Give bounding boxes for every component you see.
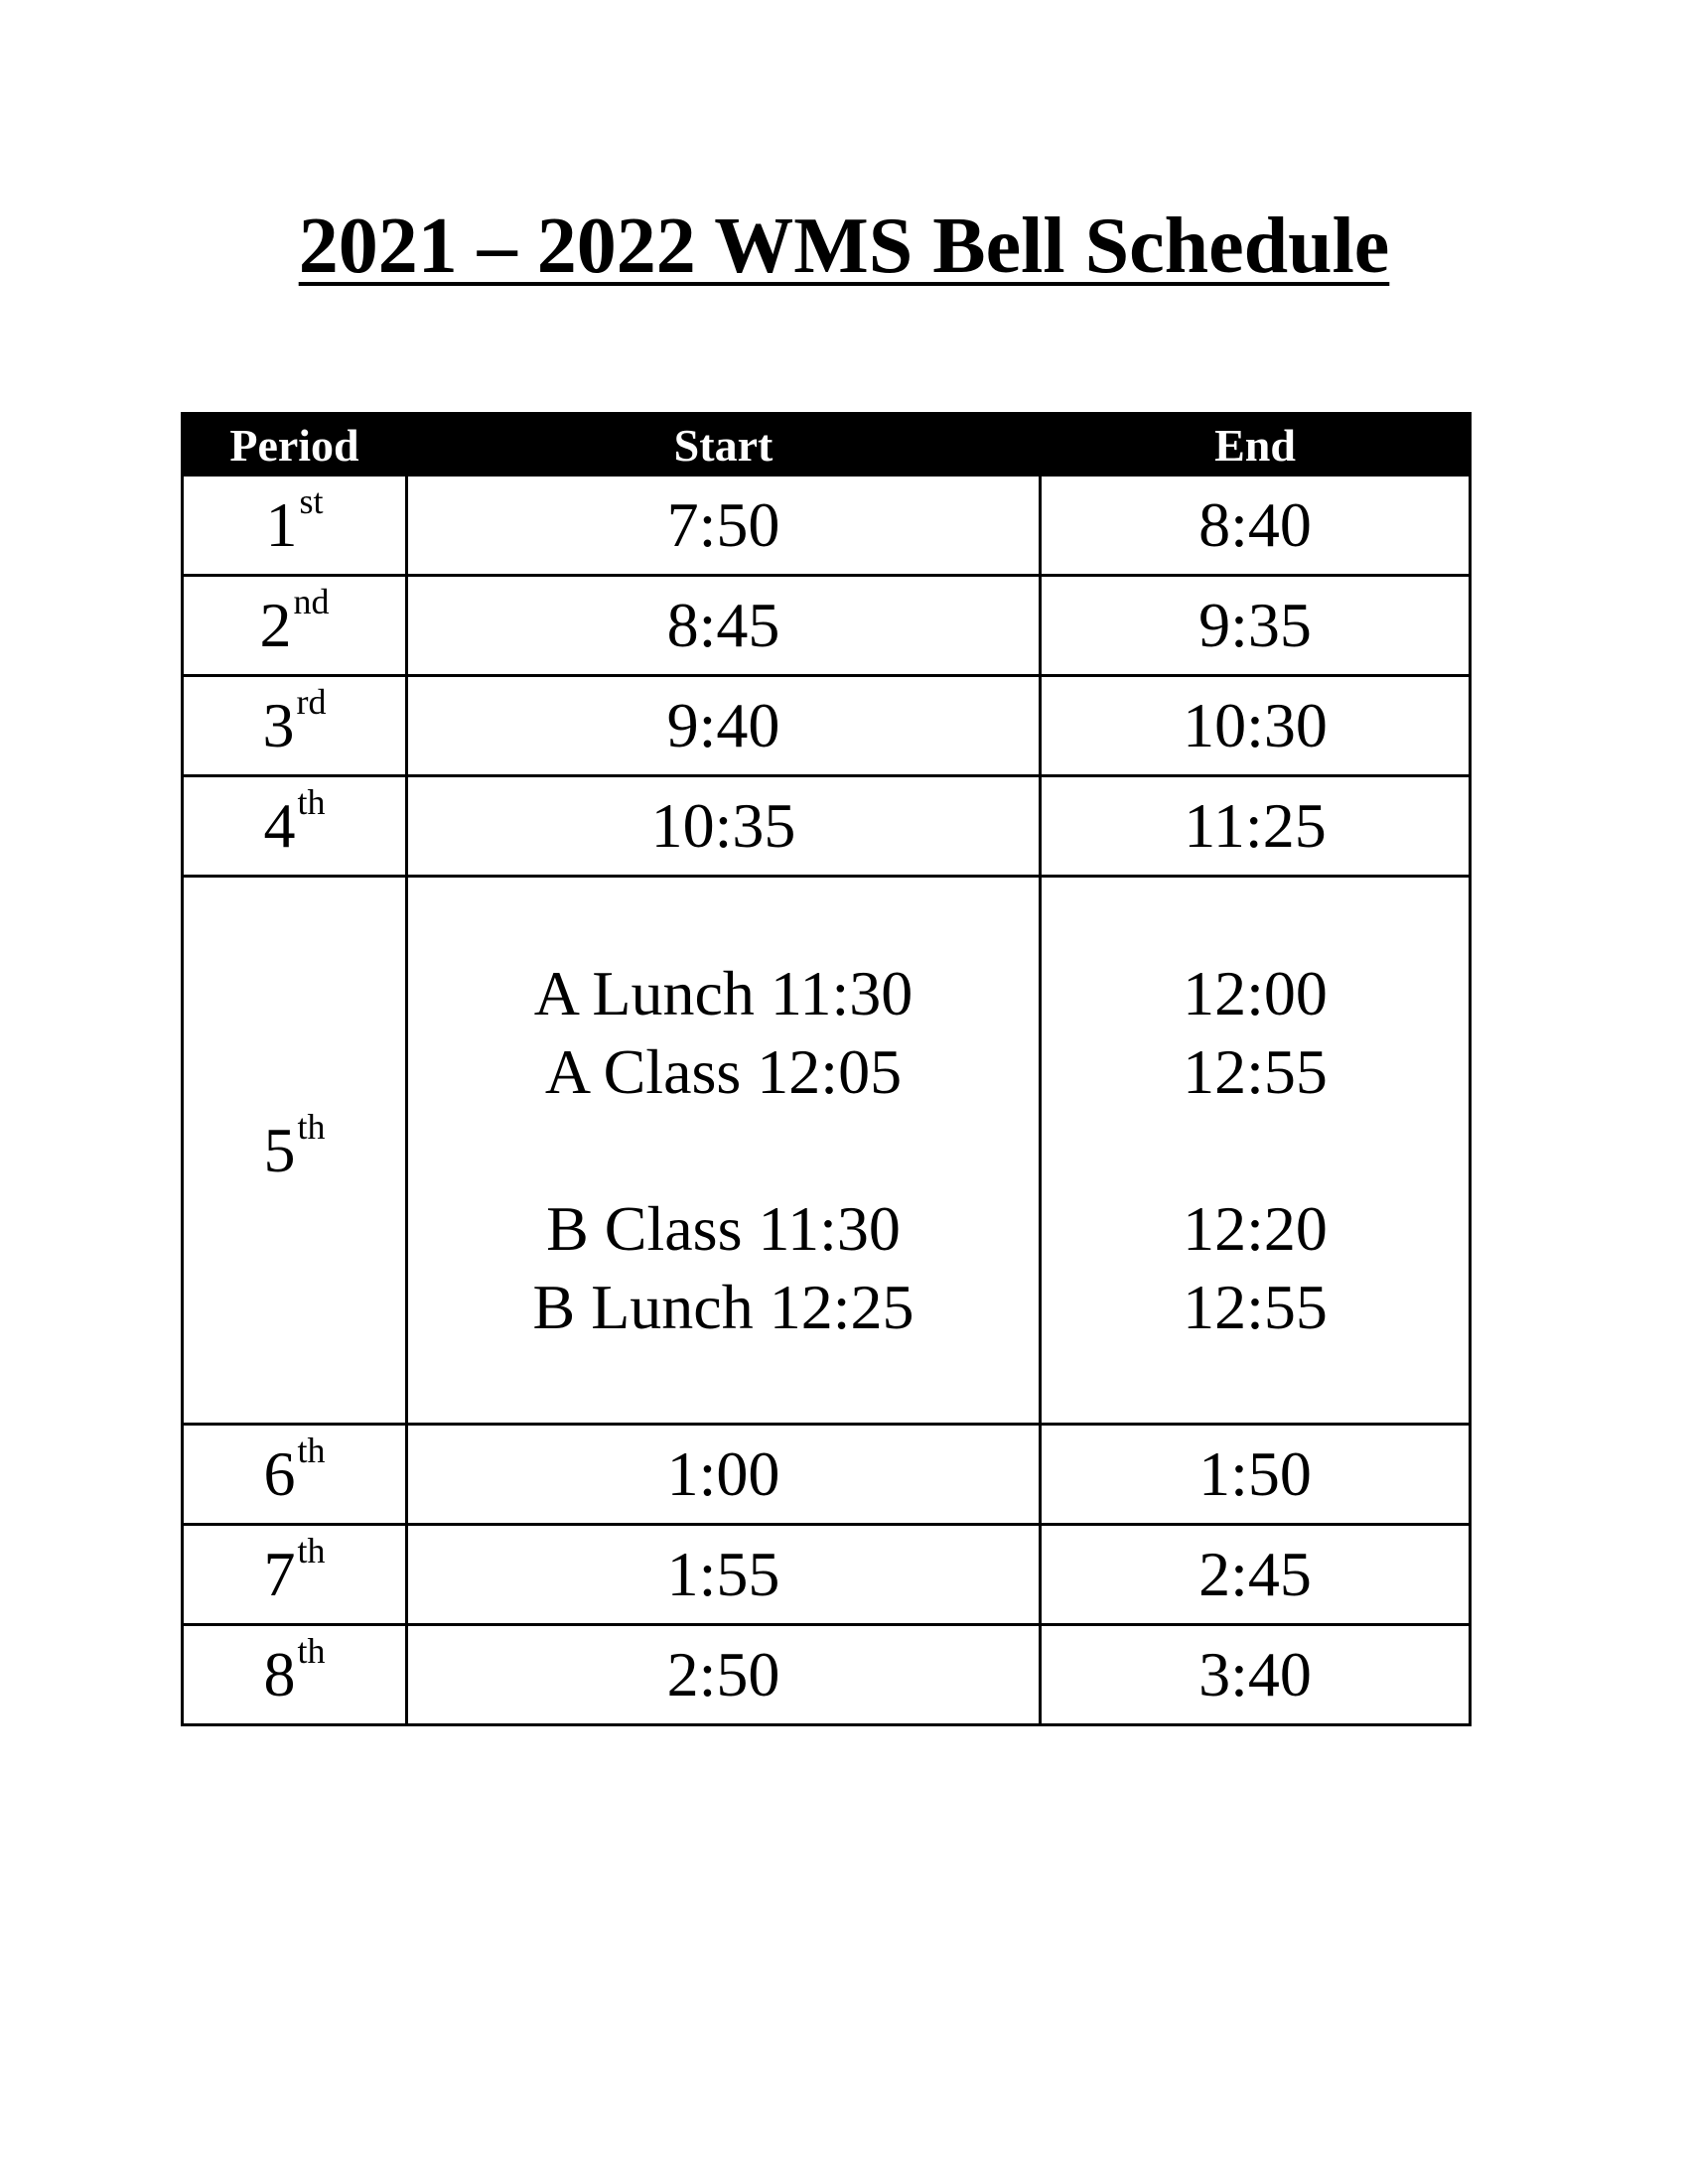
start-time: 1:00 [407, 1425, 1041, 1525]
spacer [408, 1111, 1039, 1189]
a-class-end: 12:55 [1183, 1036, 1328, 1107]
period-suffix: rd [296, 682, 327, 722]
end-time: 1:50 [1041, 1425, 1471, 1525]
start-time: 9:40 [407, 676, 1041, 776]
table-header-row [183, 412, 1471, 476]
b-lunch-end: 12:55 [1183, 1272, 1328, 1342]
period-number: 4 [263, 790, 296, 861]
period-number: 3 [262, 690, 295, 760]
period-number: 8 [263, 1639, 296, 1709]
start-time: 2:50 [407, 1625, 1041, 1725]
spacer [1042, 1111, 1469, 1189]
period-suffix: nd [293, 582, 330, 621]
end-time: 9:35 [1041, 576, 1471, 676]
period-number: 2 [259, 590, 292, 660]
table-row [183, 676, 1471, 776]
table-row [183, 476, 1471, 576]
period-suffix: th [297, 1431, 326, 1470]
table-row-lunch-period [183, 877, 1471, 1425]
period-cell [183, 476, 407, 576]
b-class-start: B Class 11:30 [546, 1193, 901, 1264]
b-class-end: 12:20 [1183, 1193, 1328, 1264]
table-row [183, 1425, 1471, 1525]
period-suffix: th [297, 1631, 326, 1671]
period-number: 1 [265, 489, 298, 560]
end-time: 8:40 [1041, 476, 1471, 576]
period-number: 7 [263, 1539, 296, 1609]
period-cell [183, 1625, 407, 1725]
start-time: 10:35 [407, 776, 1041, 877]
table-row [183, 776, 1471, 877]
period-cell [183, 676, 407, 776]
period-suffix: th [297, 782, 326, 822]
a-lunch-end: 12:00 [1183, 958, 1328, 1028]
period-suffix: th [297, 1531, 326, 1570]
a-lunch-start: A Lunch 11:30 [533, 958, 914, 1028]
period-cell [183, 1425, 407, 1525]
period-number: 5 [263, 1114, 296, 1185]
bell-schedule-table [181, 412, 1472, 1726]
table-row [183, 1525, 1471, 1625]
period-cell [183, 877, 407, 1425]
period-suffix: st [299, 481, 324, 521]
header-start: Start [407, 412, 1041, 476]
page-title: 2021 – 2022 WMS Bell Schedule [298, 203, 1390, 290]
end-time: 2:45 [1041, 1525, 1471, 1625]
period-cell [183, 776, 407, 877]
start-time: 1:55 [407, 1525, 1041, 1625]
end-time: 11:25 [1041, 776, 1471, 877]
end-time: 3:40 [1041, 1625, 1471, 1725]
end-time-lunch-block [1041, 877, 1471, 1425]
header-end: End [1041, 412, 1471, 476]
period-suffix: th [297, 1106, 326, 1147]
start-time-lunch-block [407, 877, 1041, 1425]
header-period: Period [183, 412, 407, 476]
a-class-start: A Class 12:05 [544, 1036, 903, 1107]
end-time: 10:30 [1041, 676, 1471, 776]
period-number: 6 [263, 1438, 296, 1509]
table-row [183, 1625, 1471, 1725]
b-lunch-start: B Lunch 12:25 [532, 1272, 914, 1342]
start-time: 8:45 [407, 576, 1041, 676]
period-cell [183, 576, 407, 676]
table-row [183, 576, 1471, 676]
start-time: 7:50 [407, 476, 1041, 576]
period-cell [183, 1525, 407, 1625]
